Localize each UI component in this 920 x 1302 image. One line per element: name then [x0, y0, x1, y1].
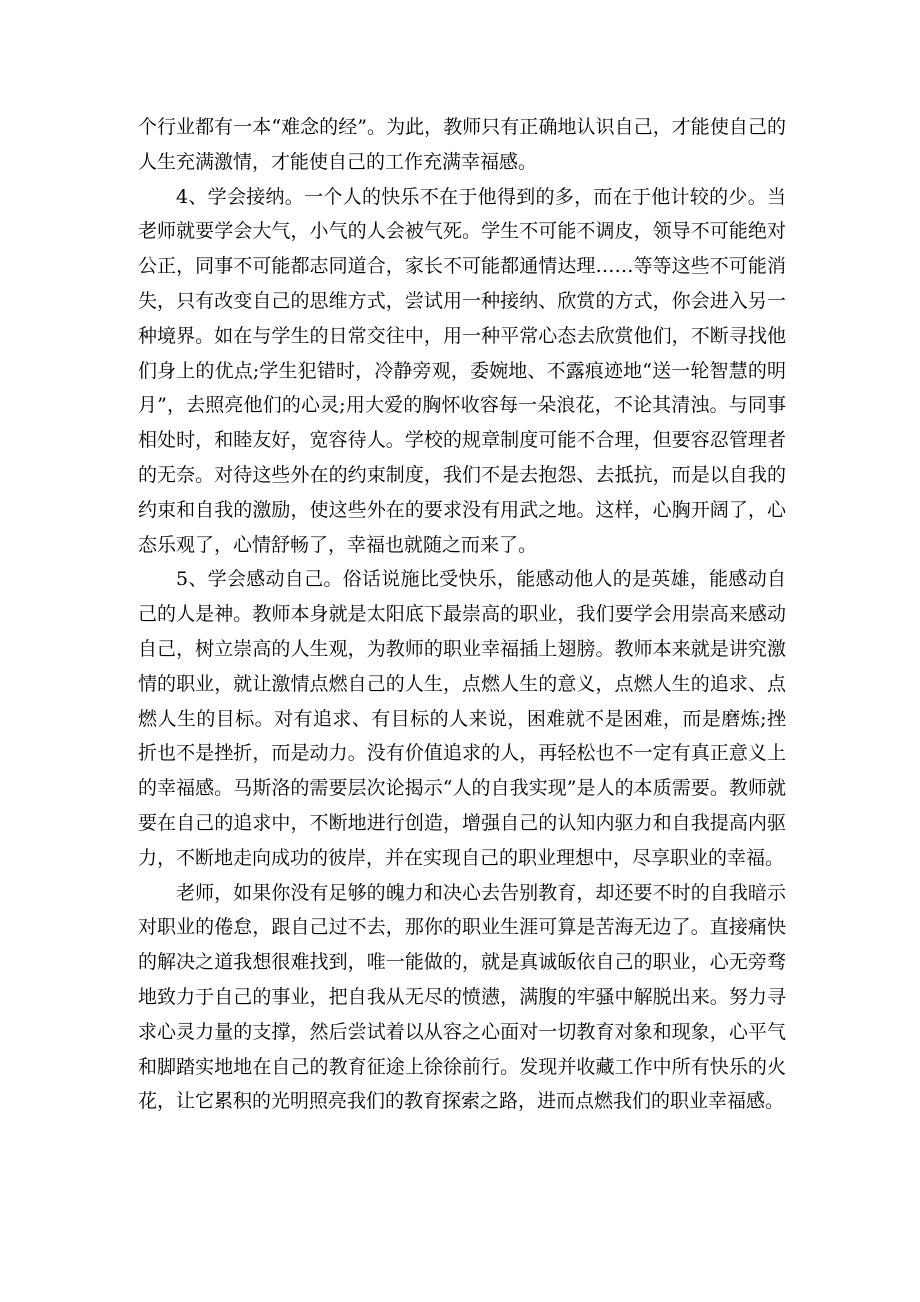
- paragraph-continuation: 个行业都有一本“难念的经”。为此，教师只有正确地认识自己，才能使自己的人生充满激情，才能使自己的工作充满幸福感。: [138, 116, 786, 173]
- paragraph-closing: 老师，如果你没有足够的魄力和决心去告别教育，却还要不时的自我暗示对职业的倦怠，跟自己过不去，那你的职业生涯可算是苦海无边了。直接痛快的解决之道我想很难找到，唯一能做的，就是真诚皈依自己的职业，心无旁骛地致力于自己的事业，把自我从无尽的愤懑，满腹的牢骚中解脱出来。努力寻求心灵力量的支撑，然后尝试着以从容之心面对一切教育对象和现象，心平气和脚踏实地地在自己的教育征途上徐徐前行。发现并收藏工作中所有快乐的火花，让它累积的光明照亮我们的教育探索之路，进而点燃我们的职业幸福感。: [138, 881, 786, 1113]
- paragraph-learn-to-accept: 4、学会接纳。一个人的快乐不在于他得到的多，而在于他计较的少。当老师就要学会大气，小气的人会被气死。学生不可能不调皮，领导不可能绝对公正，同事不可能都志同道合，家长不可能都通情达理……等等这些不可能消失，只有改变自己的思维方式，尝试用一种接纳、欣赏的方式，你会进入另一种境界。如在与学生的日常交往中，用一种平常心态去欣赏他们，不断寻找他们身上的优点;学生犯错时，冷静旁观，委婉地、不露痕迹地“送一轮智慧的明月”，去照亮他们的心灵;用大爱的胸怀收容每一朵浪花，不论其清浊。与同事相处时，和睦友好，宽容待人。学校的规章制度可能不合理，但要容忍管理者的无奈。对待这些外在的约束制度，我们不是去抱怨、去抵抗，而是以自我的约束和自我的激励，使这些外在的要求没有用武之地。这样，心胸开阔了，心态乐观了，心情舒畅了，幸福也就随之而来了。: [138, 185, 786, 556]
- document-page: [138, 110, 786, 1119]
- paragraph-learn-to-move-yourself: 5、学会感动自己。俗话说施比受快乐，能感动他人的是英雄，能感动自己的人是神。教师本身就是太阳底下最崇高的职业，我们要学会用崇高来感动自己，树立崇高的人生观，为教师的职业幸福插上翅膀。教师本来就是讲究激情的职业，就让激情点燃自己的人生，点燃人生的意义，点燃人生的追求、点燃人生的目标。对有追求、有目标的人来说，困难就不是困难，而是磨炼;挫折也不是挫折，而是动力。没有价值追求的人，再轻松也不一定有真正意义上的幸福感。马斯洛的需要层次论揭示“人的自我实现”是人的本质需要。教师就要在自己的追求中，不断地进行创造，增强自己的认知内驱力和自我提高内驱力，不断地走向成功的彼岸，并在实现自己的职业理想中，尽享职业的幸福。: [138, 568, 786, 869]
